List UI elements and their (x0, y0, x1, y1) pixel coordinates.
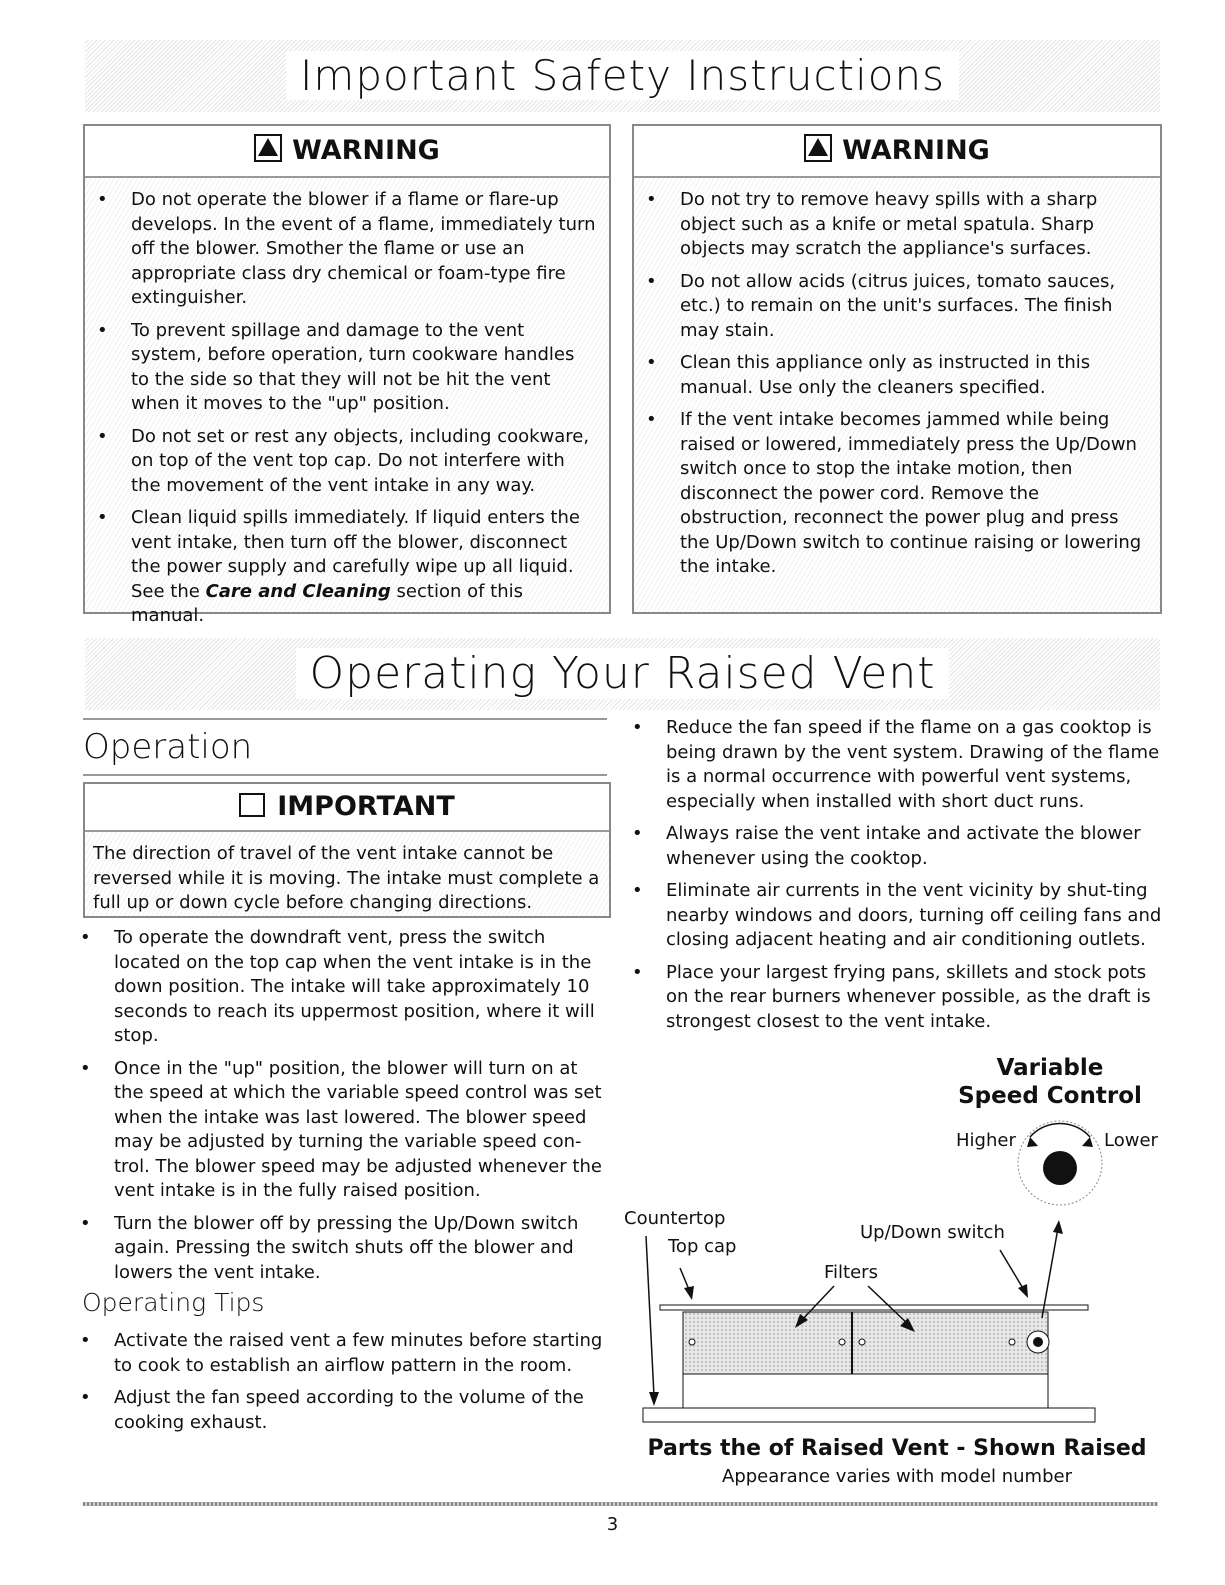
list-item: • If the vent intake becomes jammed while being raised or lowered, immediately press the Up/Down switch once to stop the intake motion, then disconnect the power cord. Remove the obstruction, reconnect the power plug and press the Up/Down switch to continue raising or lowering the intake. (646, 408, 1148, 580)
list-item: • Eliminate air currents in the vent vicinity by shut-ting nearby windows and doors, turning off ceiling fans and closing adjacent heating and air conditioning outlets. (632, 879, 1162, 953)
list-item: • To operate the downdraft vent, press the switch located on the top cap when the vent intake is in the down position. The intake will take approximately 10 seconds to reach its uppermost position, where it will stop. (80, 926, 610, 1049)
speed-knob-icon (1018, 1121, 1102, 1205)
vent-filters (683, 1312, 1048, 1374)
list-item: • Do not allow acids (citrus juices, tomato sauces, etc.) to remain on the unit's surfaces. The finish may stain. (646, 270, 1148, 344)
list-item: • Do not operate the blower if a flame or flare-up develops. In the event of a flame, immediately turn off the blower. Smother the flame or use an appropriate class dry chemical or foam-type fire extinguisher. (97, 188, 597, 311)
top-cap (660, 1305, 1088, 1310)
filters-label: Filters (824, 1262, 878, 1283)
list-item: • Always raise the vent intake and activate the blower whenever using the cooktop. (632, 822, 1162, 871)
list-item: • To prevent spillage and damage to the vent system, before operation, turn cookware handles to the side so that they will not be hit the vent when it moves to the "up" position. (97, 319, 597, 417)
list-item: • Do not try to remove heavy spills with a sharp object such as a knife or metal spatula. Sharp objects may scratch the appliance's surfaces. (646, 188, 1148, 262)
countertop (643, 1408, 1095, 1422)
diagram-caption: Parts the of Raised Vent - Shown Raised (647, 1436, 1147, 1461)
list-item: • Place your largest frying pans, skillets and stock pots on the rear burners whenever possible, as the draft is strongest closest to the vent intake. (632, 961, 1162, 1035)
higher-label: Higher (956, 1130, 1016, 1151)
list-item: • Do not set or rest any objects, including cookware, on top of the vent top cap. Do not interfere with the movement of the vent intake in any way. (97, 425, 597, 499)
list-item: • Once in the "up" position, the blower will turn on at the speed at which the variable speed control was set when the intake was last lowered. The blower speed may be adjusted by turning the variable speed con-trol. The blower speed may be adjusted whenever the vent intake is in the fully raised position. (80, 1057, 610, 1204)
list-item: • Clean liquid spills immediately. If liquid enters the vent intake, then turn off the blower, disconnect the power supply and carefully wipe up all liquid. See the Care and Cleaning section of this manual. (97, 506, 597, 629)
important-header: IMPORTANT (85, 784, 609, 832)
speed-control-title: Variable Speed Control (958, 1055, 1142, 1109)
updown-label: Up/Down switch (860, 1222, 1005, 1243)
care-cleaning-reference: Care and Cleaning (205, 580, 391, 602)
lower-label: Lower (1104, 1130, 1158, 1151)
list-item: • Turn the blower off by pressing the Up/Down switch again. Pressing the switch shuts off the blower and lowers the vent intake. (80, 1212, 610, 1286)
topcap-label: Top cap (668, 1236, 737, 1257)
warning-header: WARNING (634, 126, 1160, 178)
operation-title: Operation (83, 718, 607, 776)
diagram-subcaption: Appearance varies with model number (722, 1466, 1072, 1487)
operating-title: Operating Your Raised Vent (296, 648, 950, 699)
list-item: • Clean this appliance only as instructed in this manual. Use only the cleaners specified. (646, 351, 1148, 400)
footer-rule (83, 1502, 1158, 1506)
list-item: • Reduce the fan speed if the flame on a gas cooktop is being drawn by the vent system. Drawing of the flame is a normal occurrence with powerful vent systems, especially when installed with short duct runs. (632, 716, 1162, 814)
list-item: • Adjust the fan speed according to the volume of the cooking exhaust. (80, 1386, 610, 1435)
warning-header: WARNING (85, 126, 609, 178)
safety-title: Important Safety Instructions (286, 51, 959, 100)
countertop-label: Countertop (624, 1208, 726, 1229)
important-text: The direction of travel of the vent intake cannot be reversed while it is moving. The intake must complete a full up or down cycle before changing directions. (93, 843, 600, 913)
list-item: • Activate the raised vent a few minutes before starting to cook to establish an airflow pattern in the room. (80, 1329, 610, 1378)
countertop-pointer (646, 1236, 654, 1396)
page-number: 3 (606, 1514, 619, 1535)
tips-title: Operating Tips (82, 1288, 265, 1317)
